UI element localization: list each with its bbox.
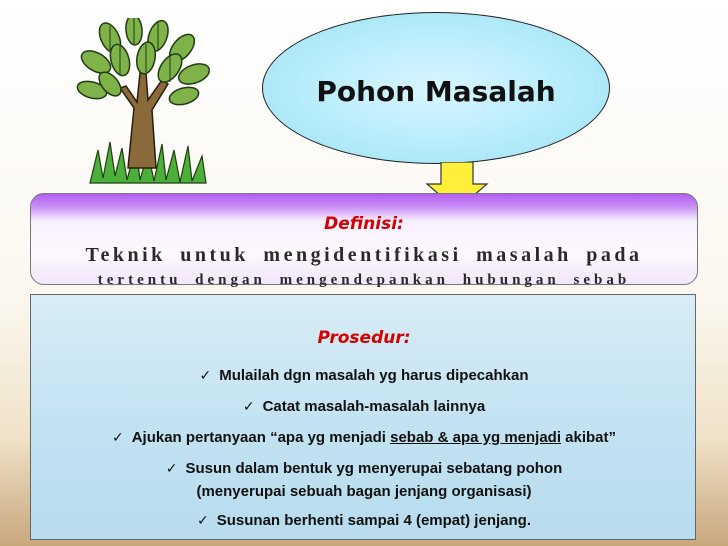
checkmark-icon: ✓: [165, 461, 178, 477]
procedure-step-4: ✓ Susun dalam bentuk yg menyerupai sebatang pohon: [165, 460, 563, 477]
page-title: Pohon Masalah: [316, 75, 556, 108]
procedure-step-1: ✓ Mulailah dgn masalah yg harus dipecahkan: [199, 367, 529, 384]
tree-icon: [70, 18, 240, 188]
definition-line-2: tertentu dengan mengendepankan hubungan sebab: [97, 272, 631, 288]
procedure-step-4-continued: (menyerupai sebuah bagan jenjang organisasi): [196, 483, 532, 500]
title-ellipse: [262, 12, 610, 164]
checkmark-icon: ✓: [199, 368, 212, 384]
procedure-step-2: ✓ Catat masalah-masalah lainnya: [242, 398, 486, 415]
procedure-step-3: ✓ Ajukan pertanyaan “apa yg menjadi sebab & apa yg menjadi akibat”: [111, 429, 617, 446]
checkmark-icon: ✓: [111, 430, 124, 446]
checkmark-icon: ✓: [197, 513, 209, 529]
procedure-step-5: ✓ Susunan berhenti sampai 4 (empat) jenjang.: [197, 512, 531, 529]
definition-line-1: Teknik untuk mengidentifikasi masalah pada: [85, 244, 643, 266]
checkmark-icon: ✓: [242, 399, 255, 415]
procedure-title: Prosedur:: [317, 328, 411, 348]
definition-title: Definisi:: [324, 214, 404, 234]
